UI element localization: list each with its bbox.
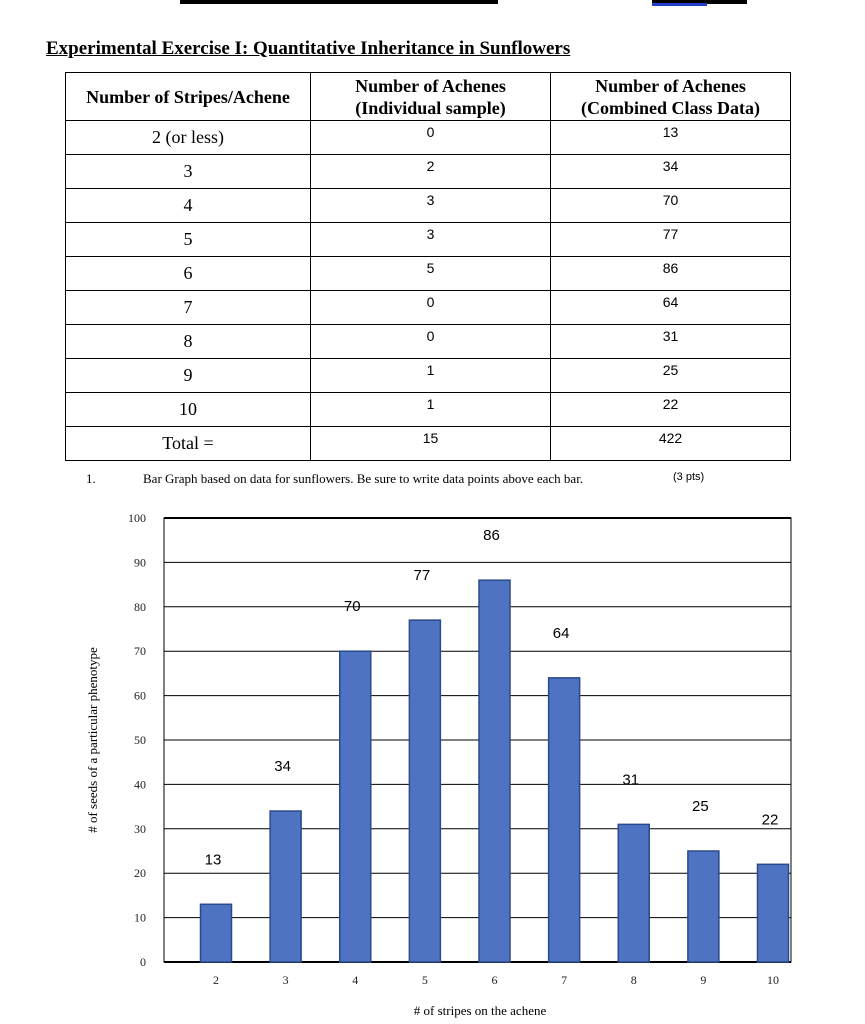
cell-stripes: 5 (66, 223, 311, 257)
cell-individual: 5 (311, 257, 551, 291)
y-tick-label: 40 (134, 777, 146, 792)
data-label-7: 64 (552, 624, 570, 642)
cell-combined: 13 (551, 121, 791, 155)
bar-3 (270, 811, 301, 962)
bar-2 (201, 904, 232, 962)
cell-stripes: 9 (66, 359, 311, 393)
cell-individual: 3 (311, 223, 551, 257)
y-tick-label: 30 (134, 821, 146, 836)
cell-individual: 0 (311, 121, 551, 155)
data-label-2: 13 (204, 851, 222, 869)
x-tick-label: 4 (352, 973, 359, 987)
y-tick-label: 60 (134, 688, 146, 703)
cell-combined: 70 (551, 189, 791, 223)
y-tick-label: 80 (134, 599, 146, 614)
question-text: Bar Graph based on data for sunflowers. Be sure to write data points above each bar. (143, 471, 584, 486)
cell-individual: 0 (311, 325, 551, 359)
cell-combined: 31 (551, 325, 791, 359)
cell-individual: 3 (311, 189, 551, 223)
x-tick-label: 10 (767, 973, 779, 987)
cell-combined: 22 (551, 393, 791, 427)
exercise-heading: Experimental Exercise I: Quantitative Inheritance in Sunflowers (46, 38, 571, 59)
y-axis-label: # of seeds of a particular phenotype (85, 647, 100, 833)
bar-8 (618, 824, 649, 962)
cell-stripes: 2 (or less) (66, 121, 311, 155)
header-stripes: Number of Stripes/Achene (66, 73, 311, 121)
y-tick-label: 90 (134, 555, 146, 570)
bar-4 (340, 651, 371, 962)
y-tick-label: 70 (134, 644, 146, 659)
data-label-8: 31 (622, 771, 640, 789)
bar-7 (549, 678, 580, 962)
cell-individual: 2 (311, 155, 551, 189)
bar-6 (479, 580, 510, 962)
cell-combined: 64 (551, 291, 791, 325)
x-tick-label: 8 (630, 973, 637, 987)
x-tick-label: 3 (282, 973, 289, 987)
x-tick-label: 6 (491, 973, 498, 987)
cell-total-label: Total = (66, 427, 311, 461)
bar-5 (409, 620, 440, 962)
cell-stripes: 3 (66, 155, 311, 189)
y-tick-label: 50 (134, 733, 146, 747)
data-label-9: 25 (692, 798, 709, 815)
y-tick-label: 20 (134, 866, 146, 881)
cell-combined: 77 (551, 223, 791, 257)
x-tick-label: 9 (700, 973, 707, 987)
cell-stripes: 4 (66, 189, 311, 223)
data-label-3: 34 (274, 758, 291, 776)
x-tick-label: 7 (561, 973, 568, 987)
data-label-5: 77 (413, 567, 431, 585)
data-label-10: 22 (761, 811, 779, 829)
cell-combined: 86 (551, 257, 791, 291)
y-tick-label: 10 (134, 910, 146, 925)
cell-total-combined: 422 (551, 427, 791, 461)
cell-combined: 34 (551, 155, 791, 189)
cell-stripes: 8 (66, 325, 311, 359)
y-tick-label: 0 (140, 955, 146, 969)
bar-9 (688, 851, 719, 962)
header-individual: Number of Achenes (Individual sample) (311, 73, 551, 121)
cell-individual: 1 (311, 393, 551, 427)
cell-individual: 0 (311, 291, 551, 325)
question-number: 1. (86, 471, 96, 486)
x-axis-label: # of stripes on the achene (413, 1003, 547, 1018)
cell-individual: 1 (311, 359, 551, 393)
data-label-4: 70 (343, 598, 361, 616)
cell-stripes: 10 (66, 393, 311, 427)
cell-stripes: 6 (66, 257, 311, 291)
bar-10 (758, 864, 789, 962)
data-label-6: 86 (483, 527, 500, 545)
y-tick-label: 100 (128, 511, 146, 525)
x-tick-label: 2 (213, 973, 219, 987)
cell-stripes: 7 (66, 291, 311, 325)
x-tick-label: 5 (421, 973, 428, 987)
cell-total-individual: 15 (311, 427, 551, 461)
question-points: (3 pts) (673, 471, 705, 483)
cell-combined: 25 (551, 359, 791, 393)
header-combined: Number of Achenes (Combined Class Data) (551, 73, 791, 121)
